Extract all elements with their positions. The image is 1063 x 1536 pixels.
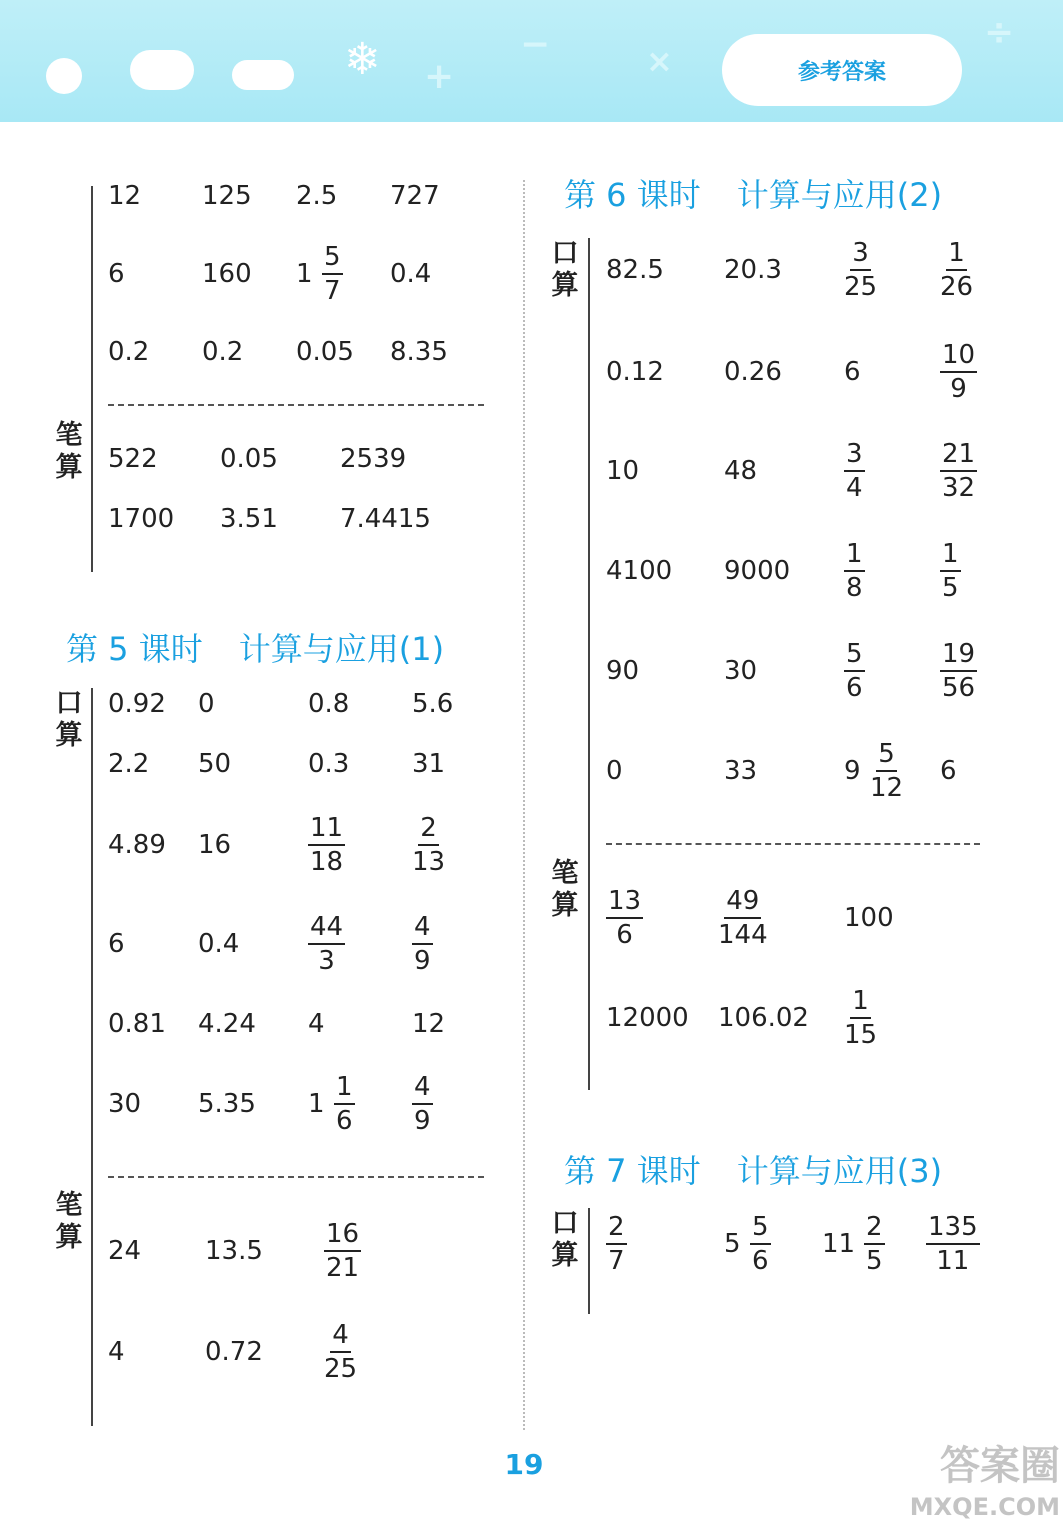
fraction-denominator: 56: [942, 673, 976, 703]
answer-value: 106.02: [718, 1003, 809, 1033]
answer-value: 2.5: [296, 181, 338, 211]
answer-value: 0.12: [606, 357, 664, 387]
lesson7-title: [564, 1146, 942, 1192]
fraction-denominator: 8: [846, 573, 863, 603]
answer-value: 90: [606, 656, 640, 686]
fraction: [940, 237, 973, 303]
lesson7-number: 第 7 课时: [564, 1152, 701, 1190]
fraction-numerator: 2: [418, 812, 439, 846]
answer-value: 12: [108, 181, 142, 211]
fraction-denominator: 9: [414, 1106, 431, 1136]
answer-value: 4: [308, 1009, 325, 1039]
column-divider: [523, 180, 525, 1430]
answer-value: 0.4: [198, 929, 240, 959]
answer-value: 5.35: [198, 1089, 256, 1119]
answer-value: 10: [606, 456, 640, 486]
fraction: [412, 1071, 433, 1137]
fraction: [940, 339, 977, 405]
page-number: 19: [504, 1448, 544, 1481]
mixed-number-whole: 1: [296, 259, 313, 289]
minus-icon: −: [520, 24, 551, 65]
section-separator: [606, 843, 980, 845]
fraction: [844, 638, 865, 704]
fraction: [844, 538, 865, 604]
oral-calc-label: 口算: [551, 238, 579, 301]
watermark-url: MXQE.COM: [909, 1493, 1060, 1521]
answer-value: 125: [202, 181, 252, 211]
fraction-denominator: 6: [336, 1106, 353, 1136]
answer-value: 0.2: [108, 337, 150, 367]
answer-value: 6: [940, 756, 957, 786]
answer-value: 20.3: [724, 255, 782, 285]
fraction-numerator: 5: [322, 241, 343, 275]
cloud-icon: [130, 50, 194, 90]
answer-value: 6: [108, 259, 125, 289]
header-banner: [0, 0, 1063, 122]
answer-value: 6: [844, 357, 861, 387]
plus-icon: +: [424, 56, 455, 97]
fraction-denominator: 5: [942, 573, 959, 603]
answer-key-badge: 参考答案: [722, 34, 962, 106]
fraction-numerator: 44: [308, 911, 345, 945]
fraction: [864, 1211, 885, 1277]
section-separator: [108, 1176, 484, 1178]
fraction-denominator: 12: [870, 773, 904, 803]
section-separator: [108, 404, 484, 406]
answer-value: 0.8: [308, 689, 350, 719]
fraction-numerator: 1: [334, 1071, 355, 1105]
fraction-denominator: 9: [414, 946, 431, 976]
answer-value: 12: [412, 1009, 446, 1039]
answer-value: 0.92: [108, 689, 166, 719]
answer-value: 0.3: [308, 749, 350, 779]
fraction-denominator: 32: [942, 473, 976, 503]
fraction-numerator: 1: [946, 237, 967, 271]
fraction: [324, 1218, 361, 1284]
answer-value: 4.89: [108, 830, 166, 860]
written-calc-label: 笔算: [55, 420, 83, 483]
times-icon: ×: [646, 42, 673, 80]
mixed-number-whole: 9: [844, 756, 861, 786]
lesson5-title: [66, 624, 444, 670]
fraction: [750, 1211, 771, 1277]
answer-value: 4.24: [198, 1009, 256, 1039]
section-bar: [588, 238, 590, 1090]
answer-value: 12000: [606, 1003, 689, 1033]
mixed-number-whole: 5: [724, 1229, 741, 1259]
answer-value: 31: [412, 749, 446, 779]
answer-value: 33: [724, 756, 758, 786]
answer-value: 160: [202, 259, 252, 289]
lesson6-number: 第 6 课时: [564, 176, 701, 214]
fraction: [606, 1211, 627, 1277]
fraction-numerator: 13: [606, 885, 643, 919]
watermark-text: 答案圈: [940, 1443, 1060, 1489]
fraction-numerator: 5: [750, 1211, 771, 1245]
lesson6-title: [564, 170, 942, 216]
fraction-denominator: 25: [844, 272, 878, 302]
answer-value: 6: [108, 929, 125, 959]
fraction-denominator: 13: [412, 847, 446, 877]
answer-value: 100: [844, 903, 894, 933]
fraction-numerator: 10: [940, 339, 977, 373]
answer-value: 727: [390, 181, 440, 211]
answer-value: 3.51: [220, 504, 278, 534]
fraction: [940, 638, 977, 704]
fraction: [334, 1071, 355, 1137]
answer-value: 8.35: [390, 337, 448, 367]
answer-value: 13.5: [205, 1236, 263, 1266]
fraction: [844, 438, 865, 504]
fraction-denominator: 9: [950, 374, 967, 404]
answer-value: 50: [198, 749, 232, 779]
answer-value: 0.2: [202, 337, 244, 367]
fraction-denominator: 18: [310, 847, 344, 877]
answer-value: 5.6: [412, 689, 454, 719]
fraction: [718, 885, 768, 951]
fraction-numerator: 3: [844, 438, 865, 472]
fraction: [844, 985, 877, 1051]
fraction: [940, 538, 961, 604]
fraction-numerator: 2: [606, 1211, 627, 1245]
section-bar: [588, 1208, 590, 1314]
fraction-denominator: 6: [616, 920, 633, 950]
answer-value: 2.2: [108, 749, 150, 779]
answer-value: 0.26: [724, 357, 782, 387]
fraction-denominator: 21: [326, 1253, 360, 1283]
answer-value: 9000: [724, 556, 791, 586]
fraction: [844, 237, 877, 303]
answer-value: 7.4415: [340, 504, 431, 534]
answer-value: 0: [198, 689, 215, 719]
answer-value: 48: [724, 456, 758, 486]
fraction-denominator: 26: [940, 272, 974, 302]
answer-value: 522: [108, 444, 158, 474]
fraction-denominator: 6: [752, 1246, 769, 1276]
written-calc-label: 笔算: [55, 1190, 83, 1253]
sun-icon: [46, 58, 82, 94]
fraction: [606, 885, 643, 951]
lesson5-name: 计算与应用(1): [238, 630, 445, 668]
fraction-numerator: 16: [324, 1218, 361, 1252]
rain-cloud-icon: [232, 60, 294, 90]
fraction-numerator: 1: [844, 538, 865, 572]
fraction-numerator: 4: [330, 1319, 351, 1353]
fraction-numerator: 4: [412, 911, 433, 945]
mixed-number-whole: 11: [822, 1229, 856, 1259]
fraction: [940, 438, 977, 504]
answer-value: 4100: [606, 556, 673, 586]
answer-value: 24: [108, 1236, 142, 1266]
fraction-numerator: 135: [926, 1211, 980, 1245]
fraction-numerator: 11: [308, 812, 345, 846]
answer-value: 30: [724, 656, 758, 686]
fraction: [870, 738, 903, 804]
answer-value: 30: [108, 1089, 142, 1119]
fraction-denominator: 25: [324, 1354, 358, 1384]
fraction-denominator: 15: [844, 1020, 878, 1050]
watermark: [880, 1440, 1060, 1532]
snowflake-icon: ❄: [344, 34, 381, 85]
answer-value: 0.72: [205, 1337, 263, 1367]
fraction-numerator: 5: [876, 738, 897, 772]
fraction-numerator: 21: [940, 438, 977, 472]
fraction: [926, 1211, 980, 1277]
answer-value: 16: [198, 830, 232, 860]
section-bar: [91, 186, 93, 572]
answer-value: 82.5: [606, 255, 664, 285]
answer-value: 4: [108, 1337, 125, 1367]
fraction-numerator: 1: [940, 538, 961, 572]
lesson7-name: 计算与应用(3): [736, 1152, 943, 1190]
answer-value: 1700: [108, 504, 175, 534]
fraction-denominator: 3: [318, 946, 335, 976]
answer-value: 0.81: [108, 1009, 166, 1039]
fraction-numerator: 2: [864, 1211, 885, 1245]
fraction: [412, 911, 433, 977]
fraction: [412, 812, 445, 878]
fraction-numerator: 5: [844, 638, 865, 672]
fraction-denominator: 7: [324, 276, 341, 306]
section-bar: [91, 688, 93, 1426]
fraction-numerator: 4: [412, 1071, 433, 1105]
fraction: [324, 1319, 357, 1385]
lesson6-name: 计算与应用(2): [736, 176, 943, 214]
written-calc-label: 笔算: [551, 858, 579, 921]
fraction: [308, 812, 345, 878]
oral-calc-label: 口算: [55, 688, 83, 751]
fraction-numerator: 3: [850, 237, 871, 271]
fraction-denominator: 144: [718, 920, 768, 950]
answer-value: 0.05: [220, 444, 278, 474]
answer-value: 2539: [340, 444, 407, 474]
fraction: [308, 911, 345, 977]
answer-value: 0.05: [296, 337, 354, 367]
fraction-numerator: 1: [850, 985, 871, 1019]
fraction-numerator: 49: [724, 885, 761, 919]
oral-calc-label: 口算: [551, 1208, 579, 1271]
fraction-denominator: 11: [936, 1246, 970, 1276]
fraction-denominator: 6: [846, 673, 863, 703]
answer-value: 0: [606, 756, 623, 786]
fraction-numerator: 19: [940, 638, 977, 672]
fraction: [322, 241, 343, 307]
fraction-denominator: 5: [866, 1246, 883, 1276]
fraction-denominator: 7: [608, 1246, 625, 1276]
mixed-number-whole: 1: [308, 1089, 325, 1119]
fraction-denominator: 4: [846, 473, 863, 503]
divide-icon: ÷: [984, 12, 1015, 53]
lesson5-number: 第 5 课时: [66, 630, 203, 668]
answer-value: 0.4: [390, 259, 432, 289]
